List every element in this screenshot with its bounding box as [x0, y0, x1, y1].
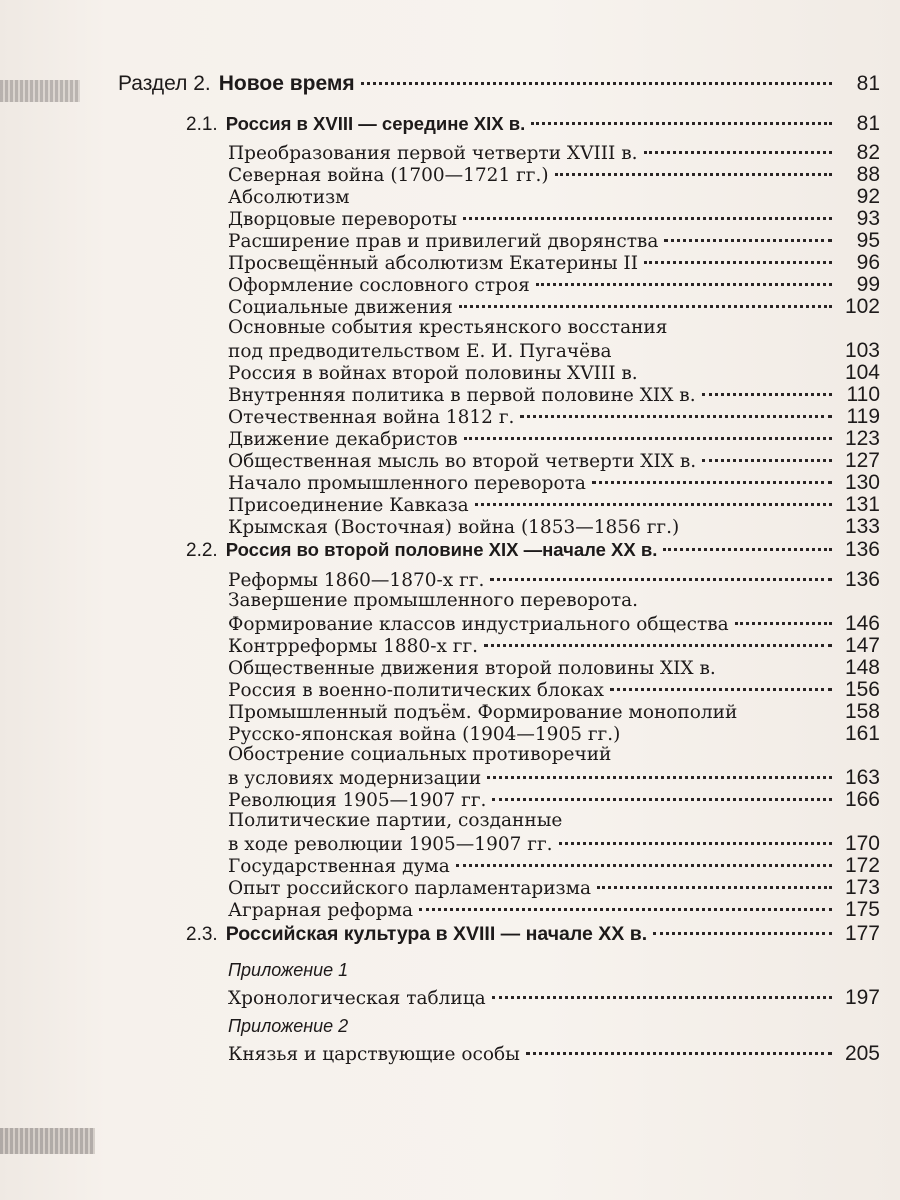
entry-title-line2: под предводительством Е. И. Пугачёва: [228, 341, 612, 362]
section-number: 2.3.: [186, 924, 218, 945]
section-number: 2.1.: [186, 114, 218, 135]
section-title: Россия во второй половине XIX —начале XX в.: [225, 539, 658, 560]
page-number: 133: [844, 515, 880, 538]
page-number: 119: [846, 405, 880, 428]
appendix-label-text: Приложение 2: [228, 1016, 349, 1036]
page-number: 82: [856, 141, 880, 164]
toc-appendix-entry[interactable]: [228, 1042, 880, 1066]
entry-title: Начало промышленного переворота: [228, 473, 586, 494]
page-number: 147: [844, 634, 880, 657]
toc-entry[interactable]: [228, 273, 880, 297]
toc-entry[interactable]: [228, 766, 880, 790]
entry-title-line2: Формирование классов индустриального общества: [228, 614, 729, 635]
entry-title: Основные события крестьянского восстания: [228, 317, 668, 338]
entry-title: Князья и царствующие особы: [228, 1044, 520, 1065]
toc-entry[interactable]: [228, 700, 880, 724]
toc-entry[interactable]: [228, 361, 880, 385]
dot-leader: [610, 688, 832, 691]
entry-title: Расширение прав и привилегий дворянства: [228, 231, 659, 252]
dot-leader: [597, 886, 832, 889]
dot-leader: [663, 548, 832, 551]
toc-entry[interactable]: [228, 898, 880, 922]
dot-leader: [475, 503, 832, 506]
entry-title: Опыт российского парламентаризма: [228, 878, 592, 899]
page-number: 136: [844, 568, 880, 591]
page-number: 156: [844, 678, 880, 701]
page-number: 148: [844, 656, 880, 679]
page-number: 127: [844, 449, 880, 472]
toc-entry[interactable]: [228, 515, 880, 539]
entry-title: Обострение социальных противоречий: [228, 744, 612, 765]
entry-title: Россия в войнах второй половины XVIII в.: [228, 363, 638, 384]
toc-entry-line1[interactable]: [228, 590, 880, 611]
toc-section-heading[interactable]: [186, 112, 880, 136]
page-number: 136: [844, 538, 880, 561]
entry-title: Общественные движения второй половины XIX в.: [228, 658, 716, 679]
dot-leader: [653, 932, 832, 935]
page-number: 103: [844, 339, 880, 362]
page-number: 170: [844, 832, 880, 855]
page-number: 81: [856, 72, 880, 95]
dot-leader: [520, 415, 832, 418]
part-prefix: Раздел 2.: [118, 72, 211, 95]
page-number: 102: [844, 295, 880, 318]
toc-entry[interactable]: [228, 339, 880, 363]
dot-leader: [459, 305, 832, 308]
section-number: 2.2.: [186, 540, 218, 561]
entry-title: Дворцовые перевороты: [228, 209, 458, 230]
page-number: 110: [846, 383, 880, 406]
page-number: 177: [844, 922, 880, 945]
page-number: 166: [844, 788, 880, 811]
scan-artifact: [0, 80, 80, 102]
entry-title: Просвещённый абсолютизм Екатерины II: [228, 253, 639, 274]
entry-title: Россия в военно-политических блоках: [228, 680, 604, 701]
toc-entry[interactable]: [228, 471, 880, 495]
page-number: 161: [844, 722, 880, 745]
toc-entry[interactable]: [228, 427, 880, 451]
dot-leader: [536, 283, 832, 286]
dot-leader: [361, 82, 832, 85]
entry-title: Завершение промышленного переворота.: [228, 590, 638, 611]
toc-entry[interactable]: [228, 405, 880, 429]
appendix-label: [228, 1016, 880, 1037]
entry-title: Отечественная война 1812 г.: [228, 407, 515, 428]
page-number: 88: [856, 163, 880, 186]
entry-title: Внутренняя политика в первой половине XIX в.: [228, 385, 696, 406]
entry-title-line2: в условиях модернизации: [228, 768, 482, 789]
toc-entry[interactable]: [228, 141, 880, 165]
toc-entry[interactable]: [228, 449, 880, 473]
page-number: 205: [844, 1042, 880, 1065]
entry-title: Социальные движения: [228, 297, 453, 318]
section-title: Россия в XVIII — середине XIX в.: [225, 113, 526, 134]
page-number: 131: [844, 493, 880, 516]
entry-title: Движение декабристов: [228, 429, 458, 450]
appendix-label: [228, 960, 880, 981]
dot-leader: [526, 1052, 832, 1055]
toc-entry[interactable]: [228, 207, 880, 231]
toc-entry[interactable]: [228, 185, 880, 209]
dot-leader: [492, 996, 832, 999]
toc-entry[interactable]: [228, 568, 880, 592]
dot-leader: [419, 908, 832, 911]
toc-entry-line1[interactable]: [228, 317, 880, 338]
toc-entry[interactable]: [228, 832, 880, 856]
page-number: 197: [844, 986, 880, 1009]
page-number: 96: [856, 251, 880, 274]
toc-entry[interactable]: [228, 656, 880, 680]
toc-entry[interactable]: [228, 678, 880, 702]
dot-leader: [492, 798, 832, 801]
dot-leader: [702, 459, 832, 462]
toc-entry[interactable]: [228, 229, 880, 253]
page-number: 173: [844, 876, 880, 899]
toc-section-heading[interactable]: [186, 538, 880, 562]
toc-entry-line1[interactable]: [228, 744, 880, 765]
entry-title: Промышленный подъём. Формирование монополий: [228, 702, 738, 723]
dot-leader: [464, 437, 832, 440]
page-number: 146: [844, 612, 880, 635]
entry-title: Крымская (Восточная) война (1853—1856 гг.): [228, 517, 680, 538]
page-number: 81: [856, 112, 880, 135]
entry-title: Присоединение Кавказа: [228, 495, 469, 516]
toc-entry[interactable]: [228, 612, 880, 636]
dot-leader: [463, 217, 832, 220]
page-number: 123: [844, 427, 880, 450]
entry-title: Аграрная реформа: [228, 900, 413, 921]
dot-leader: [555, 173, 832, 176]
dot-leader: [531, 122, 832, 125]
dot-leader: [559, 842, 832, 845]
entry-title: Хронологическая таблица: [228, 988, 486, 1009]
toc-entry[interactable]: [228, 634, 880, 658]
entry-title: Общественная мысль во второй четверти XIX в.: [228, 451, 697, 472]
page-number: 99: [856, 273, 880, 296]
dot-leader: [487, 776, 832, 779]
toc-entry[interactable]: [228, 854, 880, 878]
toc-entry[interactable]: [228, 493, 880, 517]
appendix-label-text: Приложение 1: [228, 960, 349, 980]
toc-entry[interactable]: [228, 876, 880, 900]
toc-part-heading[interactable]: [118, 72, 880, 96]
toc-entry[interactable]: [228, 295, 880, 319]
dot-leader: [735, 622, 832, 625]
entry-title: Реформы 1860—1870-х гг.: [228, 570, 485, 591]
dot-leader: [484, 644, 832, 647]
toc-entry[interactable]: [228, 251, 880, 275]
toc-entry[interactable]: [228, 383, 880, 407]
entry-title-line2: в ходе революции 1905—1907 гг.: [228, 834, 553, 855]
page-number: 104: [844, 361, 880, 384]
page-number: 172: [844, 854, 880, 877]
entry-title: Русско-японская война (1904—1905 гг.): [228, 724, 621, 745]
page-number: 175: [844, 898, 880, 921]
entry-title: Абсолютизм: [228, 187, 350, 208]
dot-leader: [644, 151, 832, 154]
page-number: 130: [844, 471, 880, 494]
dot-leader: [664, 239, 832, 242]
toc-entry-line1[interactable]: [228, 810, 880, 831]
toc-entry[interactable]: [228, 163, 880, 187]
entry-title: Политические партии, созданные: [228, 810, 563, 831]
part-title: Новое время: [218, 72, 355, 95]
dot-leader: [490, 578, 832, 581]
entry-title: Революция 1905—1907 гг.: [228, 790, 487, 811]
dot-leader: [456, 864, 832, 867]
page-number: 95: [856, 229, 880, 252]
entry-title: Контрреформы 1880-х гг.: [228, 636, 479, 657]
entry-title: Оформление сословного строя: [228, 275, 530, 296]
page-number: 92: [856, 185, 880, 208]
entry-title: Преобразования первой четверти XVIII в.: [228, 143, 638, 164]
toc-section-heading[interactable]: [186, 922, 880, 946]
page-number: 158: [844, 700, 880, 723]
toc-entry[interactable]: [228, 788, 880, 812]
dot-leader: [702, 393, 832, 396]
dot-leader: [644, 261, 832, 264]
scan-artifact: [0, 1128, 95, 1154]
section-title: Российская культура в XVIII — начале XX в.: [225, 923, 648, 945]
page-number: 93: [856, 207, 880, 230]
page-number: 163: [844, 766, 880, 789]
dot-leader: [592, 481, 832, 484]
toc-entry[interactable]: [228, 722, 880, 746]
entry-title: Северная война (1700—1721 гг.): [228, 165, 549, 186]
entry-title: Государственная дума: [228, 856, 450, 877]
toc-appendix-entry[interactable]: [228, 986, 880, 1010]
